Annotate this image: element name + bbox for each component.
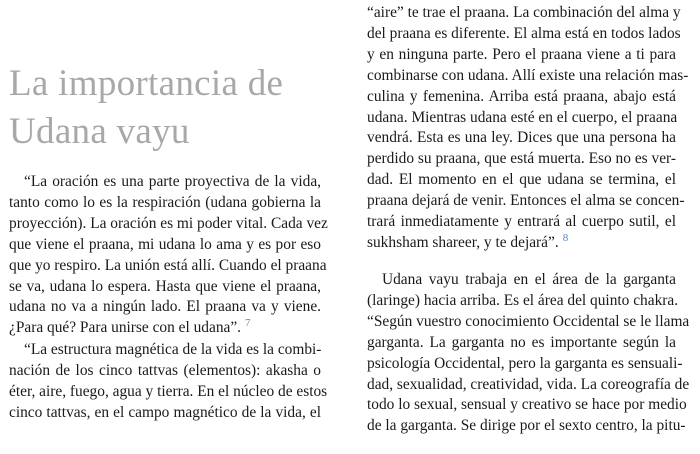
text-line: cinco tattvas, en el campo magnético de la vida, el xyxy=(9,403,321,421)
text-line: que yo respiro. La unión está allí. Cuando el praana xyxy=(9,256,327,274)
text-line: vendrá. Esta es una ley. Dices que una persona ha xyxy=(367,129,676,147)
text-line: trará inmediatamente y entrará al cuerpo sutil, el xyxy=(367,213,676,231)
title-line-1: La importancia de xyxy=(9,63,284,104)
text-line: ¿Para qué? Para unirse con el udana”. xyxy=(9,319,242,337)
text-line: combinarse con udana. Allí existe una relación mas- xyxy=(367,66,689,84)
left-paragraph-2 xyxy=(9,340,328,424)
text-line: que viene el praana, mi udana lo ama y es por eso xyxy=(9,235,321,253)
text-line: dad. El momento en el que udana se termina, el xyxy=(367,171,676,189)
text-line: tanto como lo es la respiración (udana gobierna la xyxy=(9,193,321,211)
text-line: praana dejará de venir. Entonces el alma se concen- xyxy=(367,192,685,210)
footnote-link-8[interactable]: 8 xyxy=(562,231,569,244)
text-line: todo lo sexual, sensual y creativo se hace por medio xyxy=(367,396,687,414)
text-line: perdido su praana, que está muerta. Eso no es ver- xyxy=(367,150,676,168)
text-line: garganta. La garganta no es importante según la xyxy=(367,333,676,351)
text-line: “aire” te trae el praana. La combinación del alma y xyxy=(367,4,681,21)
text-line: Udana vayu trabaja en el área de la garganta xyxy=(382,271,676,288)
text-line: del praana es diferente. El alma está en todos lados xyxy=(367,24,681,42)
text-line: psicología Occidental, pero la garganta es sensuali- xyxy=(367,354,683,372)
text-line: culina y femenina. Arriba está praana, abajo está xyxy=(367,87,676,105)
text-line: se va, udana lo espera. Hasta que viene el praana, xyxy=(9,277,321,295)
text-line-last xyxy=(9,318,321,339)
text-line: de la garganta. Se dirige por el sexto centro, la pitu- xyxy=(367,417,686,435)
footnote-link-7[interactable]: 7 xyxy=(245,317,251,330)
text-line: udana no va a ningún lado. El praana va y viene. xyxy=(9,298,321,316)
left-paragraph-1 xyxy=(9,172,328,339)
text-line: “Según vuestro conocimiento Occidental se le llama xyxy=(367,312,690,330)
text-line: (laringe) hacia arriba. Es el área del quinto chakra. xyxy=(367,291,679,309)
text-line: dad, sexualidad, creatividad, vida. La coreografía de xyxy=(367,375,690,393)
text-line: sukhsham shareer, y te dejará”. xyxy=(367,233,559,251)
right-paragraph-2 xyxy=(367,270,690,437)
chapter-title xyxy=(9,60,329,156)
text-line-last xyxy=(367,233,676,254)
text-line: éter, aire, fuego, agua y tierra. En el núcleo de estos xyxy=(9,382,328,400)
text-line: “La oración es una parte proyectiva de la vida, xyxy=(24,173,321,190)
title-line-2: Udana vayu xyxy=(9,111,190,152)
text-line: “La estructura magnética de la vida es la combi- xyxy=(24,341,322,358)
text-line: nación de los cinco tattvas (elementos): akasha o xyxy=(9,361,321,379)
right-paragraph-1 xyxy=(367,3,689,254)
text-line: udana. Mientras udana esté en el cuerpo, el praana xyxy=(367,108,678,126)
text-line: proyección). La oración es mi poder vital. Cada vez xyxy=(9,214,328,232)
text-line: y en ninguna parte. Pero el praana viene a ti para xyxy=(367,45,676,63)
